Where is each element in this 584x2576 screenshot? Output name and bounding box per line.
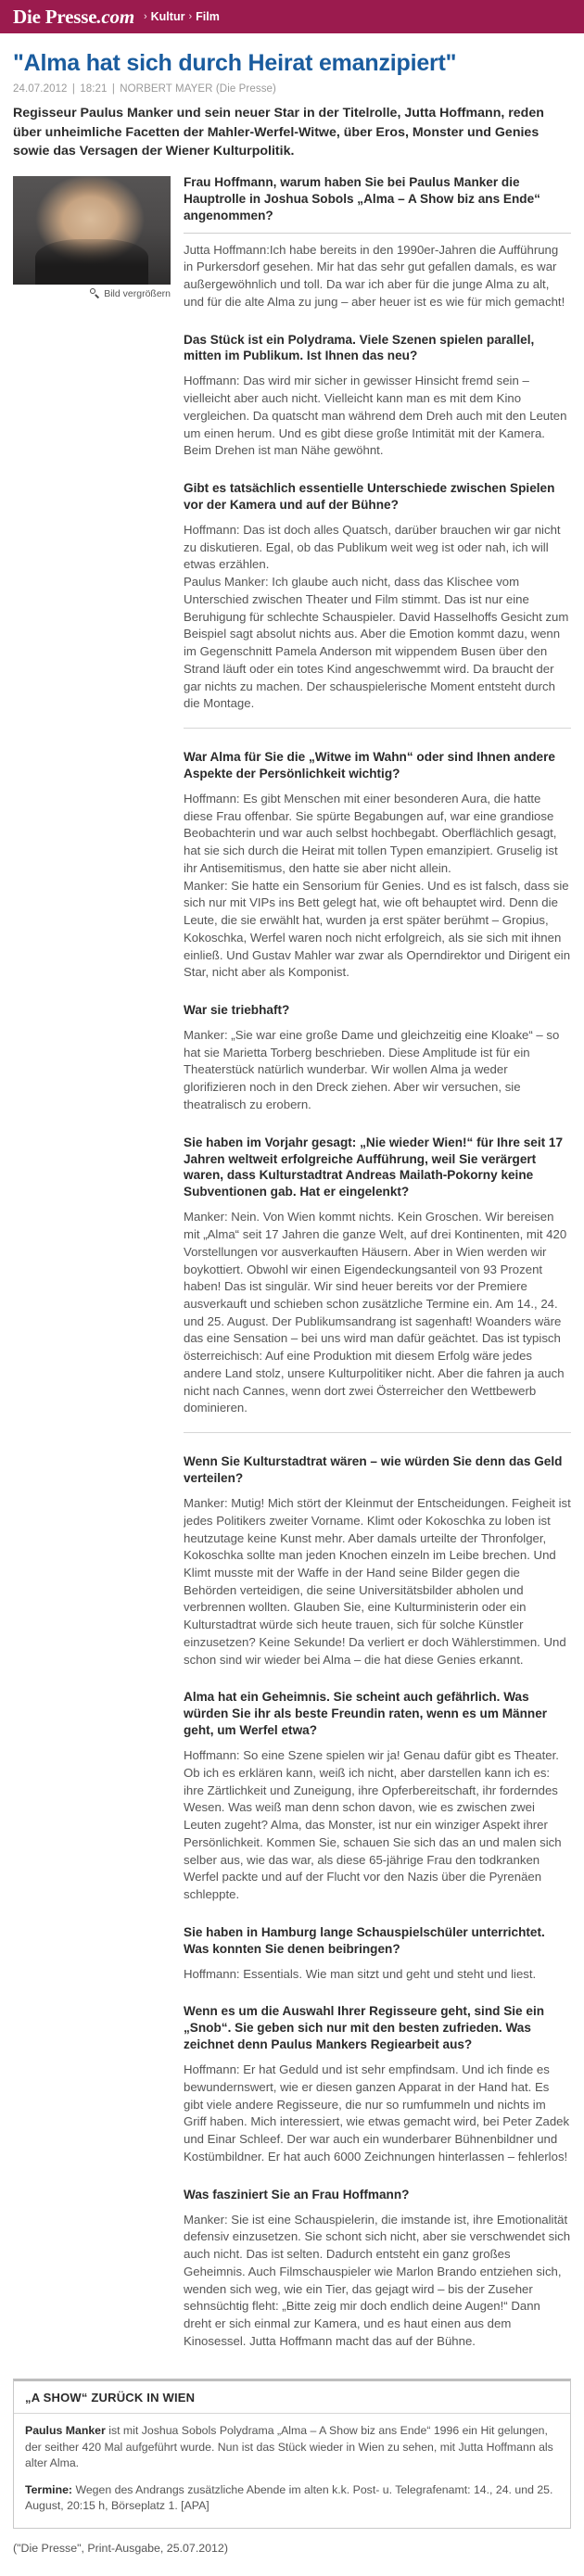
info-box-paragraph — [25, 2482, 559, 2515]
interview-answer: Manker: „Sie war eine große Dame und gleichzeitig eine Kloake“ – so hat sie Marietta Torberg beschrieben. Diese Amplitude ist für ein Theaterstück natürlich wunderbar. Wir wollen Alma ja weder glorifizieren noch in den Dreck ziehen. Aber wir versuchen, sie theatralisch zu erobern. — [184, 1027, 560, 1111]
byline-separator: | — [71, 83, 75, 95]
site-masthead — [0, 0, 584, 33]
interview-answer: Manker: Mutig! Mich stört der Kleinmut der Entscheidungen. Feigheit ist jedes Politikers zweiter Vorname. Klimt oder Kokoschka zu loben ist heutzutage keine Kunst mehr. Aber damals urteilte der Thronfolger, Kokoschka sollte man jeden Knochen einzeln im Leibe brechen. Und Klimt musste mit der Waffe in der Hand seine Bilder gegen die Behörden verteidigen, die seine Universitätsbilder abholen und verbrennen wollten. Glauben Sie, eine Kulturministerin oder ein Kulturstadtrat würde sich heute trauen, sich für solche Künstler einzusetzen? Keine Sekunde! Da verliert er doch Wählerstimmen. Und schon sind wir wieder bei Alma – die hat diese Genies erkannt. — [184, 1496, 571, 1667]
logo-dotcom: .com — [96, 5, 134, 28]
interview-body — [184, 174, 571, 2363]
info-box-paragraph-text: Wegen des Andrangs zusätzliche Abende im alten k.k. Post- u. Telegrafenamt: 14., 24. und 25. August, 20:15 h, Börseplatz 1. [APA] — [25, 2482, 553, 2513]
interview-answer-group — [184, 522, 571, 713]
info-box-paragraph — [25, 2423, 559, 2471]
interview-question: Gibt es tatsächlich essentielle Unterschiede zwischen Spielen vor der Kamera und auf der Bühne? — [184, 481, 555, 513]
interview-answer-group — [184, 1209, 571, 1417]
interview-answer: Hoffmann: Essentials. Wie man sitzt und geht und steht und liest. — [184, 1966, 537, 1981]
info-box-title: „A SHOW“ ZURÜCK IN WIEN — [14, 2381, 570, 2414]
interview-question: Frau Hoffmann, warum haben Sie bei Paulus Manker die Hauptrolle in Joshua Sobols „Alma – A Show biz ans Ende“ angenommen? — [184, 174, 540, 222]
interview-answer: Hoffmann: Er hat Geduld und ist sehr empfindsam. Und ich finde es bewundernswert, wie er diesen ganzen Apparat in der Hand hat. Es gibt viele andere Regisseure, die nur so rumfummeln und nichts im Griff haben. Mich interessiert, wie etwas gemacht wird, bei Peter Zadek und Einar Schleef. Der war auch ein wunderbarer Bühnenbildner und Kostümbildner. Er hat auch 6000 Zeichnungen hinterlassen – fehlerlos! — [184, 2062, 570, 2164]
print-source-note: ("Die Presse", Print-Ausgabe, 25.07.2012) — [13, 2541, 228, 2555]
interview-answer: Paulus Manker: Ich glaube auch nicht, dass das Klischee vom Unterschied zwischen Theater und Film stimmt. Das ist nur eine Beruhigung für schlechte Schauspieler. David Hasselhoffs Gesicht zum Beispiel sagt absolut nichts aus. Aber die Emotion kommt dazu, wenn im Gegenschnitt Pamela Anderson mit wippendem Busen über den Strand läuft oder ein totes Kind angeschwemmt wird. Da braucht der gar nichts zu machen. Der schauspielerische Moment entsteht durch die Montage. — [184, 575, 569, 711]
interview-answer: Manker: Sie hatte ein Sensorium für Genies. Und es ist falsch, dass sie sich nur mit VIPs ins Bett gelegt hat, wie oft behauptet wird. Denn die Leute, die sie erwählt hat, wurden ja erst später berühmt – Gropius, Kokoschka, Werfel waren noch nicht erfolgreich, als sie sich mit ihnen einließ. Und Gustav Mahler war zwar als Operndirektor und Dirigent ein Star, nicht aber als Komponist. — [184, 878, 571, 980]
interview-answer: Hoffmann: Das ist doch alles Quatsch, darüber brauchen wir gar nicht zu diskutieren. Egal, ob das Publikum weit weg ist oder nah, ich will etwas erzählen. — [184, 522, 561, 572]
interview-question: Sie haben im Vorjahr gesagt: „Nie wieder Wien!“ für Ihre seit 17 Jahren weltweit erfolgreiche Aufführung, weil Sie verärgert waren, dass Kulturstadtrat Andreas Mailath-Pokorny keine Subventionen gab. Hat er eingelenkt? — [184, 1135, 564, 1199]
breadcrumb-separator: › — [143, 11, 147, 22]
info-box-paragraph-lead: Termine: — [25, 2482, 73, 2496]
article-author: NORBERT MAYER — [120, 83, 213, 95]
breadcrumb-item-film[interactable]: Film — [196, 10, 220, 23]
interview-question: War Alma für Sie die „Witwe im Wahn“ oder sind Ihnen andere Aspekte der Persönlichkeit wichtig? — [184, 750, 555, 780]
interview-question: Alma hat ein Geheimnis. Sie scheint auch gefährlich. Was würden Sie ihr als beste Freundin raten, wenn es um Männer geht, um Werfel etwa? — [184, 1690, 548, 1738]
enlarge-image-label: Bild vergrößern — [104, 287, 171, 299]
breadcrumb-item-kultur[interactable]: Kultur — [150, 10, 185, 23]
interview-question: Wenn Sie Kulturstadtrat wären – wie würden Sie denn das Geld verteilen? — [184, 1454, 563, 1486]
interview-answer-group — [184, 373, 571, 460]
interview-question: Sie haben in Hamburg lange Schauspielschüler unterrichtet. Was konnten Sie denen beibringen? — [184, 1924, 545, 1956]
publish-date: 24.07.2012 — [13, 83, 68, 95]
section-divider — [184, 1432, 571, 1433]
section-divider — [184, 728, 571, 729]
article-byline — [13, 83, 571, 95]
enlarge-image-link[interactable] — [13, 288, 171, 299]
interview-answer: Hoffmann: Es gibt Menschen mit einer besonderen Aura, die hatte diese Frau offenbar. Sie spürte Begabungen auf, war eine grandiose Beobachterin und war auch selbst hochbegabt. Oberflächlich gesagt, hat sie sich durch die Heirat mit tollen Typen emanzipiert. Gruselig ist ihr Antisemitismus, den hatte sie aber nicht allein. — [184, 791, 558, 875]
info-box-body — [14, 2414, 570, 2527]
page-title: "Alma hat sich durch Heirat emanzipiert" — [13, 50, 457, 76]
article-lead: Regisseur Paulus Manker und sein neuer Star in der Titelrolle, Jutta Hoffmann, reden über unheimliche Facetten der Mahler-Werfel-Witwe, über Eros, Monster und Genies sowie das Versagen der Wiener Kulturpolitik. — [13, 106, 544, 159]
interview-answer-group — [184, 233, 571, 311]
article-publication: (Die Presse) — [215, 83, 276, 95]
interview-answer-group — [184, 1027, 571, 1114]
interview-answer-group — [184, 2212, 571, 2351]
info-box — [13, 2379, 571, 2528]
interview-question: War sie triebhaft? — [184, 1002, 290, 1017]
breadcrumb-separator: › — [188, 11, 193, 22]
logo-die: Die — [13, 5, 41, 28]
breadcrumb — [144, 10, 220, 23]
info-box-paragraph-text: ist mit Joshua Sobols Polydrama „Alma – A Show biz ans Ende“ 1996 ein Hit gelungen, der seither 420 Mal aufgeführt wurde. Nun ist das Stück wieder in Wien zu sehen, mit Jutta Hoffmann als alter Alma. — [25, 2424, 553, 2470]
interview-answer-group — [184, 1966, 571, 1984]
interview-answer-group — [184, 791, 571, 982]
interview-answer: Manker: Sie ist eine Schauspielerin, die imstande ist, ihre Emotionalität defensiv einzusetzen. Sie schont sich nicht, aber sie verschwendet sich auch nicht. Das ist selten. Dadurch entsteht ein ganz großes Geheimnis. Auch Filmschauspieler wie Marlon Brando entziehen sich, wenden sich weg, wie ein Tier, das gejagt wird – bis der Zuseher sehnsüchtig fleht: „Bitte zeig mir doch endlich deine Augen!“ Dann dreht er sich einmal zur Kamera, und es haut einen aus dem Kinosessel. Jutta Hoffmann macht das auf der Bühne. — [184, 2212, 571, 2348]
interview-answer: Hoffmann: So eine Szene spielen wir ja! Genau dafür gibt es Theater. Ob ich es erklären kann, weiß ich nicht, aber darstellen kann ich es: ihre Zärtlichkeit und Zuneigung, ihre Opferbereitschaft, ihr forderndes Wesen. Was weiß man denn schon davon, wie es zwischen zwei Leuten zugeht? Alma, das Monster, ist nur ein winziger Aspekt ihrer Persönlichkeit. Kommen Sie, schauen Sie sich das an und malen sich selber aus, wie das war, als diese 65-jährige Frau den todkranken Werfel packte und auf der Flucht vor den Nazis über die Pyrenäen schleppte. — [184, 1748, 562, 1902]
interview-answer-group — [184, 2062, 571, 2165]
interview-question: Das Stück ist ein Polydrama. Viele Szenen spielen parallel, mitten im Publikum. Ist Ihnen das neu? — [184, 332, 535, 363]
site-logo[interactable] — [13, 7, 134, 27]
byline-separator: | — [111, 83, 115, 95]
interview-answer: Hoffmann: Das wird mir sicher in gewisser Hinsicht fremd sein – vielleicht aber auch nicht. Vielleicht kann man es mit dem Kino vergleichen. Da quatscht man während dem Dreh auch mit den Leuten um einen herum. Und es gibt diese große Intimität mit der Kamera. Beim Drehen ist man Nähe gewöhnt. — [184, 374, 567, 458]
magnifier-plus-icon — [90, 288, 100, 298]
interview-answer: Manker: Nein. Von Wien kommt nichts. Kein Groschen. Wir bereisen mit „Alma“ seit 17 Jahren die ganze Welt, auf drei Kontinenten, mit 420 Vorstellungen vor ausverkauften Häusern. Aber in Wien werden wir boykottiert. Obwohl wir einen Eigendeckungsanteil von 93 Prozent haben! Das ist singulär. Wir sind heuer bereits vor der Premiere ausverkauft und schieben schon zusätzliche Termine ein. Am 14., 24. und 25. August. Der Publikumsandrang ist sagenhaft! Woanders wäre das eine Sensation – bei uns wird man dafür geächtet. Das ist typisch österreichisch: Auf eine Produktion mit diesem Erfolg wäre jedes andere Land stolz, unsere Kulturpolitiker nicht. Aber die fahren ja auch nicht nach Cannes, wenn dort zwei Österreicher den Wettbewerb dominieren. — [184, 1210, 567, 1415]
interview-question: Wenn es um die Auswahl Ihrer Regisseure geht, sind Sie ein „Snob“. Sie geben sich nur mit den besten zufrieden. Was zeichnet denn Paulus Mankers Regiearbeit aus? — [184, 2004, 545, 2052]
publish-time: 18:21 — [80, 83, 108, 95]
article-page — [0, 33, 584, 2571]
logo-presse: Presse — [44, 5, 97, 28]
interview-answer-group — [184, 1495, 571, 1669]
article-photo[interactable] — [13, 176, 171, 285]
article-figure — [13, 176, 171, 299]
interview-answer: Jutta Hoffmann:Ich habe bereits in den 1990er-Jahren die Aufführung in Purkersdorf gesehen. Mir hat das sehr gut gefallen damals, es war außergewöhnlich und toll. Da war ich aber für die junge Alma zu alt, und für die alte Alma zu jung – aber heuer ist es wie für mich gemacht! — [184, 242, 565, 309]
interview-answer-group — [184, 1747, 571, 1904]
info-box-paragraph-lead: Paulus Manker — [25, 2424, 106, 2438]
interview-question: Was fasziniert Sie an Frau Hoffmann? — [184, 2187, 410, 2202]
